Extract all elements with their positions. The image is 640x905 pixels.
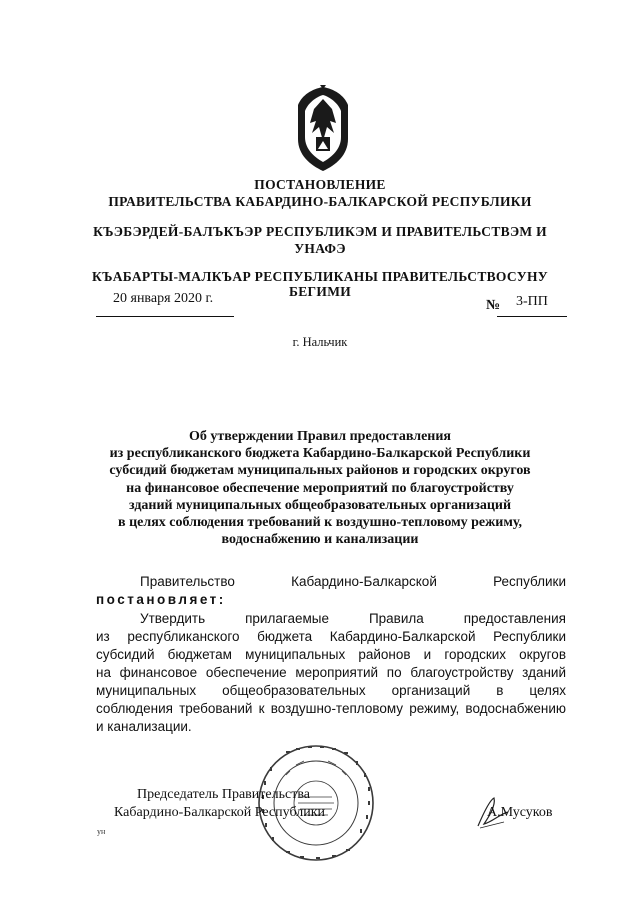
body-para-line: на финансовое обеспечение мероприятий по благоустройству зданий — [96, 665, 566, 680]
number-label: № — [486, 298, 501, 313]
body-para-line: муниципальных общеобразовательных организаций в целях — [96, 683, 566, 698]
body-para-line: Утвердить прилагаемые Правила предоставления — [140, 611, 566, 626]
body-intro: Правительство Кабардино-Балкарской Республики — [140, 574, 566, 589]
body-decree-word: постановляет: — [96, 592, 226, 607]
date-underline — [96, 316, 234, 317]
title-line: Об утверждении Правил предоставления — [188, 429, 451, 444]
title-line: на финансовое обеспечение мероприятий по благоустройству — [126, 480, 514, 496]
body-para-line: соблюдения требований к воздушно-тепловому режиму, водоснабжению — [96, 701, 566, 716]
title-line: водоснабжению и канализации — [221, 532, 419, 548]
document-type: ПОСТАНОВЛЕНИЕ — [254, 177, 386, 192]
signatory-name: А.Мусуков — [487, 805, 553, 820]
number-underline — [497, 316, 567, 317]
coat-of-arms-icon — [292, 85, 354, 173]
signatory-role-line1: Председатель Правительства — [137, 787, 310, 802]
document-title — [0, 428, 640, 548]
executor-initials: ун — [97, 827, 106, 836]
government-name-krc-line1: КЪАБАРТЫ-МАЛКЪАР РЕСПУБЛИКАНЫ ПРАВИТЕЛЬСТВОСУНУ — [92, 269, 548, 284]
government-name-krc-line2: БЕГИМИ — [288, 284, 352, 299]
document-number: 3-ПП — [516, 294, 548, 309]
government-name-kbd-line1: КЪЭБЭРДЕЙ-БАЛЪКЪЭР РЕСПУБЛИКЭМ И ПРАВИТЕЛЬСТВЭМ И — [93, 224, 547, 239]
body-para-line: из республиканского бюджета Кабардино-Балкарской Республики — [96, 629, 566, 644]
city: г. Нальчик — [292, 335, 348, 349]
body-para-line: и канализации. — [96, 719, 192, 734]
official-seal-icon — [256, 743, 376, 863]
government-name-kbd-line2: УНАФЭ — [294, 241, 346, 256]
title-line: из республиканского бюджета Кабардино-Балкарской Республики — [109, 446, 531, 462]
title-line: субсидий бюджетам муниципальных районов и городских округов — [109, 463, 531, 479]
signatory-role-line2: Кабардино-Балкарской Республики — [114, 805, 325, 820]
government-name-ru: ПРАВИТЕЛЬСТВА КАБАРДИНО-БАЛКАРСКОЙ РЕСПУБЛИКИ — [108, 194, 532, 209]
title-line: в целях соблюдения требований к воздушно-тепловому режиму, — [118, 515, 522, 531]
body-para-line: субсидий бюджетам муниципальных районов и городских округов — [96, 647, 566, 662]
title-line: зданий муниципальных общеобразовательных организаций — [128, 497, 512, 513]
document-date: 20 января 2020 г. — [113, 291, 214, 306]
